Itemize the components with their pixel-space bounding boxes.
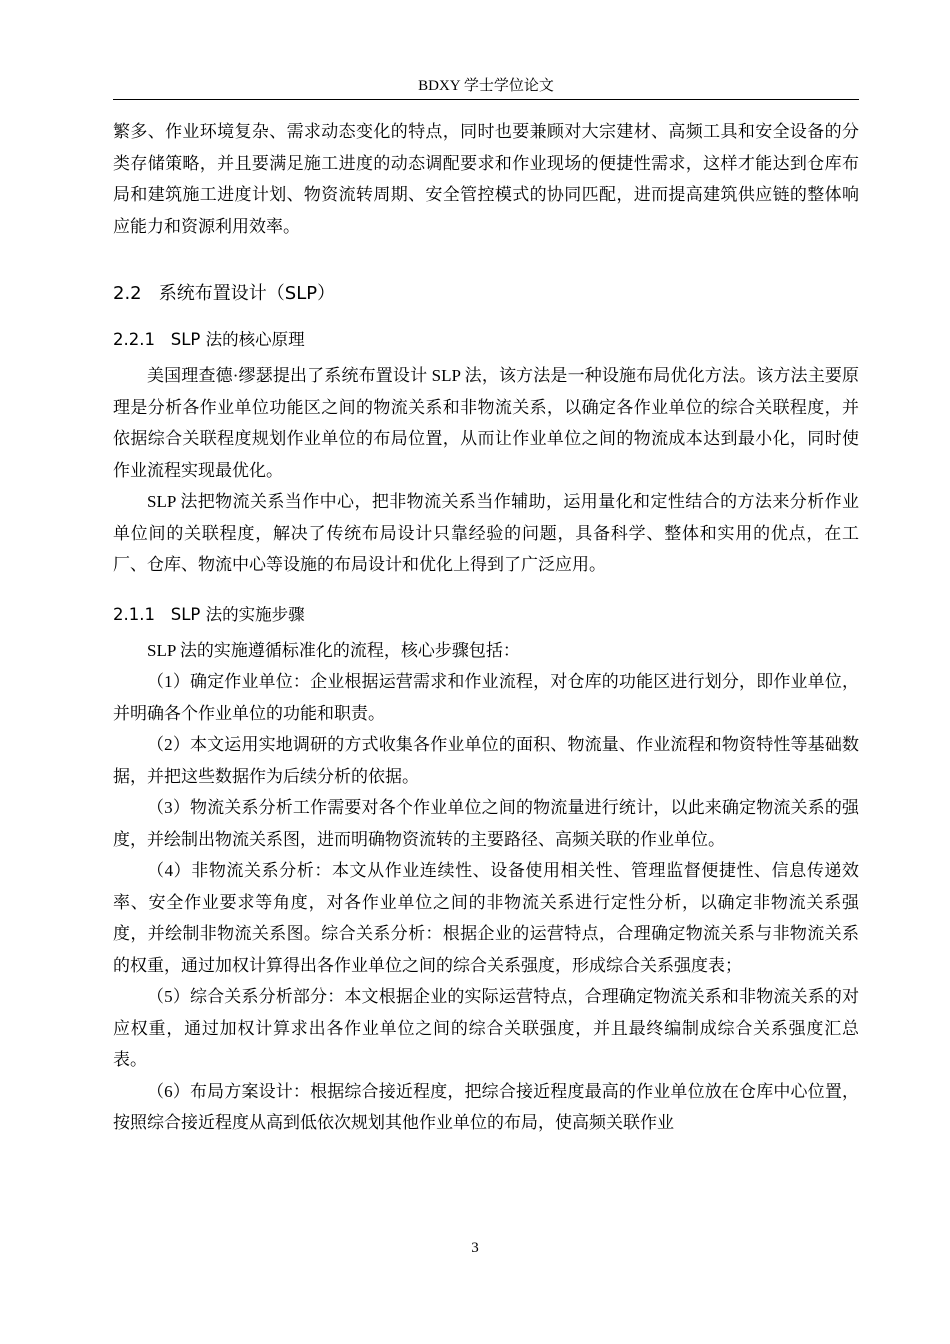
subsection-heading-2-1-1 (113, 601, 859, 629)
step-item-3: （3）物流关系分析工作需要对各个作业单位之间的物流量进行统计，以此来确定物流关系的强度，并绘制出物流关系图，进而明确物资流转的主要路径、高频关联的作业单位。 (113, 798, 859, 849)
subsection-number: 2.1.1 (113, 604, 155, 624)
step-item-4: （4）非物流关系分析：本文从作业连续性、设备使用相关性、管理监督便捷性、信息传递效率、安全作业要求等角度，对各作业单位之间的非物流关系进行定性分析，以确定非物流关系强度，并绘制非物流关系图。综合关系分析：根据企业的运营特点，合理确定物流关系与非物流关系的权重，通过加权计算得出各作业单位之间的综合关系强度，形成综合关系强度表； (113, 861, 859, 975)
paragraph: SLP 法把物流关系当作中心，把非物流关系当作辅助，运用量化和定性结合的方法来分析作业单位间的关联程度，解决了传统布局设计只靠经验的问题，具备科学、整体和实用的优点，在工厂、仓库、物流中心等设施的布局设计和优化上得到了广泛应用。 (113, 492, 859, 574)
subsection-number: 2.2.1 (113, 330, 155, 349)
section-number: 2.2 (113, 283, 142, 304)
intro-paragraph: 繁多、作业环境复杂、需求动态变化的特点，同时也要兼顾对大宗建材、高频工具和安全设备的分类存储策略，并且要满足施工进度的动态调配要求和作业现场的便捷性需求，这样才能达到仓库布局和建筑施工进度计划、物资流转周期、安全管控模式的协同匹配，进而提高建筑供应链的整体响应能力和资源利用效率。 (113, 122, 859, 236)
page-body (113, 116, 859, 1139)
subsection-title: SLP 法的实施步骤 (170, 604, 305, 624)
page-number: 3 (471, 1240, 479, 1256)
step-item-6: （6）布局方案设计：根据综合接近程度，把综合接近程度最高的作业单位放在仓库中心位置，按照综合接近程度从高到低依次规划其他作业单位的布局，使高频关联作业 (113, 1081, 859, 1132)
running-header: BDXY 学士学位论文 (418, 78, 554, 94)
section-heading-2-2 (113, 280, 859, 308)
paragraph: SLP 法的实施遵循标准化的流程，核心步骤包括： (147, 640, 520, 660)
header-rule (113, 99, 859, 100)
paragraph: 美国理查德·缪瑟提出了系统布置设计 SLP 法，该方法是一种设施布局优化方法。该方法主要原理是分析各作业单位功能区之间的物流关系和非物流关系，以确定各作业单位的综合关联程度，并依据综合关联程度规划作业单位的布局位置，从而让作业单位之间的物流成本达到最小化，同时使作业流程实现最优化。 (113, 366, 859, 480)
subsection-heading-2-2-1 (113, 326, 859, 354)
subsection-title: SLP 法的核心原理 (170, 330, 305, 349)
section-title: 系统布置设计（SLP） (158, 283, 336, 304)
step-item-2: （2）本文运用实地调研的方式收集各作业单位的面积、物流量、作业流程和物资特性等基础数据，并把这些数据作为后续分析的依据。 (113, 735, 859, 786)
step-item-5: （5）综合关系分析部分：本文根据企业的实际运营特点，合理确定物流关系和非物流关系的对应权重，通过加权计算求出各作业单位之间的综合关联强度，并且最终编制成综合关系强度汇总表。 (113, 987, 859, 1069)
step-item-1: （1）确定作业单位：企业根据运营需求和作业流程，对仓库的功能区进行划分，即作业单位，并明确各个作业单位的功能和职责。 (113, 672, 859, 723)
